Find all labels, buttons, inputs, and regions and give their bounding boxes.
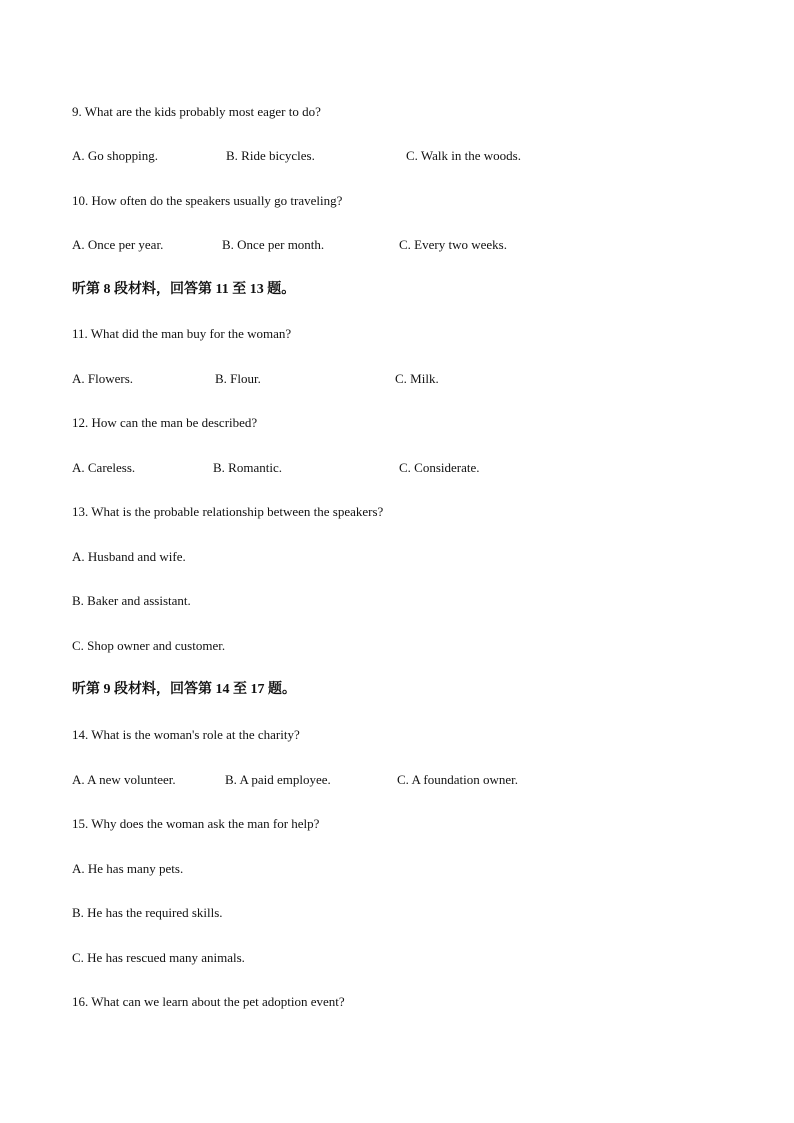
question-9-option-c: C. Walk in the woods. bbox=[406, 148, 521, 163]
question-9-option-b: B. Ride bicycles. bbox=[226, 148, 315, 163]
question-14-stem: 14. What is the woman's role at the charity? bbox=[72, 727, 300, 742]
section-8-heading: 听第 8 段材料，回答第 11 至 13 题。 bbox=[72, 282, 296, 297]
question-13-option-a: A. Husband and wife. bbox=[72, 549, 186, 564]
question-13-option-b: B. Baker and assistant. bbox=[72, 593, 191, 608]
question-11-stem: 11. What did the man buy for the woman? bbox=[72, 326, 292, 341]
question-11-option-a: A. Flowers. bbox=[72, 371, 134, 386]
question-10-stem: 10. How often do the speakers usually go traveling? bbox=[72, 193, 343, 208]
question-11-option-c: C. Milk. bbox=[395, 371, 439, 386]
question-14-option-b: B. A paid employee. bbox=[225, 772, 331, 787]
question-15-option-b: B. He has the required skills. bbox=[72, 905, 223, 920]
section-9-heading: 听第 9 段材料，回答第 14 至 17 题。 bbox=[72, 682, 296, 697]
question-12-option-a: A. Careless. bbox=[72, 460, 136, 475]
question-12-option-b: B. Romantic. bbox=[213, 460, 282, 475]
question-13-option-c: C. Shop owner and customer. bbox=[72, 638, 226, 653]
question-10-option-b: B. Once per month. bbox=[222, 237, 325, 252]
question-15-stem: 15. Why does the woman ask the man for help? bbox=[72, 816, 320, 831]
question-9-option-a: A. Go shopping. bbox=[72, 148, 158, 163]
question-15-option-c: C. He has rescued many animals. bbox=[72, 950, 245, 965]
question-14-option-a: A. A new volunteer. bbox=[72, 772, 176, 787]
question-11-option-b: B. Flour. bbox=[215, 371, 261, 386]
question-12-stem: 12. How can the man be described? bbox=[72, 415, 258, 430]
question-12-option-c: C. Considerate. bbox=[399, 460, 480, 475]
question-9-stem: 9. What are the kids probably most eager to do? bbox=[72, 104, 321, 119]
question-13-stem: 13. What is the probable relationship between the speakers? bbox=[72, 504, 384, 519]
question-10-option-a: A. Once per year. bbox=[72, 237, 164, 252]
question-10-option-c: C. Every two weeks. bbox=[399, 237, 507, 252]
question-15-option-a: A. He has many pets. bbox=[72, 861, 184, 876]
question-14-option-c: C. A foundation owner. bbox=[397, 772, 518, 787]
question-16-stem: 16. What can we learn about the pet adoption event? bbox=[72, 994, 345, 1009]
